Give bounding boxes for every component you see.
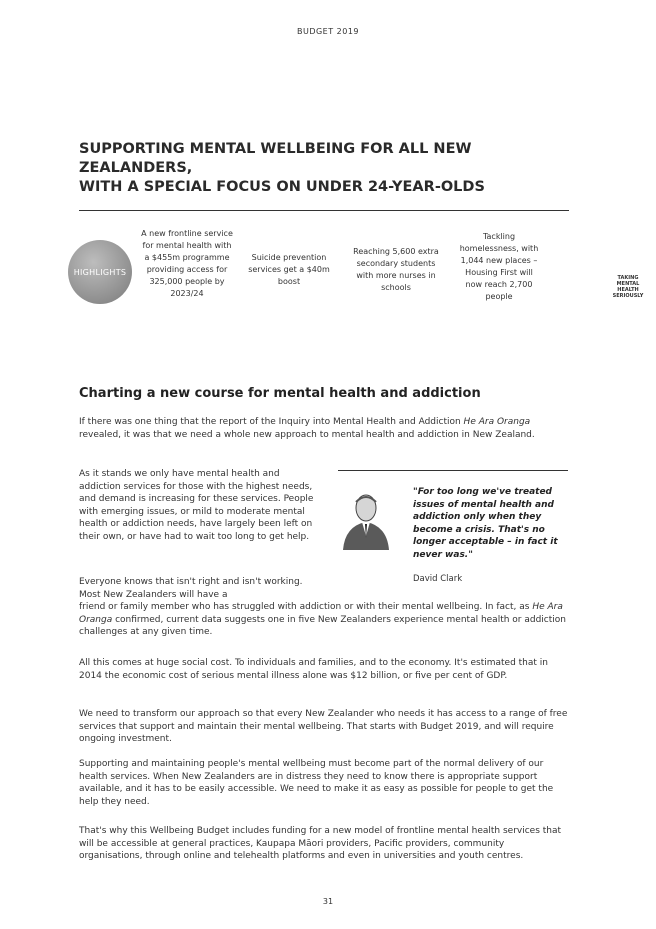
- side-tag-line: HEALTH: [617, 287, 639, 293]
- highlights-badge-label: HIGHLIGHTS: [73, 267, 127, 277]
- quote-divider: [338, 470, 568, 471]
- page-title-line-2: WITH A SPECIAL FOCUS ON UNDER 24-YEAR-OLDS: [79, 179, 485, 195]
- page-title-line-1: SUPPORTING MENTAL WELLBEING FOR ALL NEW ZEALANDERS,: [79, 141, 472, 176]
- paragraph: As it stands we only have mental health and addiction services for those with the highest needs, and demand is increasing for these services. People with emerging issues, or mild to moderate mental health or addiction needs, have largely been left on their own, or have had to wait too long to get help.: [79, 469, 314, 542]
- highlight-item: Tackling homelessness, with 1,044 new places – Housing First will now reach 2,700 people: [459, 232, 539, 301]
- paragraph: That's why this Wellbeing Budget includes funding for a new model of frontline mental health services that will be accessible at general practices, Kaupapa Māori providers, Pacific providers, community organisations, through online and telehealth platforms and even in universities and youth centres.: [79, 826, 562, 861]
- paragraph: Everyone knows that isn't right and isn't working. Most New Zealanders will have a: [79, 577, 303, 600]
- side-tag-line: MENTAL: [616, 281, 640, 287]
- highlights-badge: [68, 240, 132, 304]
- side-tag-line: TAKING: [617, 275, 639, 281]
- highlight-item: Reaching 5,600 extra secondary students with more nurses in schools: [353, 247, 439, 292]
- paragraph: friend or family member who has struggled with addiction or with their mental wellbeing. In fact, as He Ara Oranga confirmed, current data suggests one in five New Zealanders experience mental health or addiction challenges at any given time.: [79, 602, 566, 637]
- title-divider: [79, 210, 569, 211]
- section-heading: Charting a new course for mental health and addiction: [79, 386, 481, 401]
- paragraph: Supporting and maintaining people's mental wellbeing must become part of the normal delivery of our health services. When New Zealanders are in distress they need to know there is appropriate support available, and it has to be easily accessible. We need to make it as easy as possible for people to get the help they need.: [79, 759, 554, 807]
- highlight-item: A new frontline service for mental health with a $455m programme providing access for 325,000 people by 2023/24: [141, 229, 233, 298]
- page-title: [79, 140, 579, 197]
- page-number: 31: [322, 897, 334, 906]
- side-tag-line: SERIOUSLY: [612, 293, 644, 299]
- paragraph: We need to transform our approach so that every New Zealander who needs it has access to a range of free services that support and maintain their mental wellbeing. That starts with Budget 2019, and will require ongoing investment.: [79, 709, 568, 744]
- paragraph: If there was one thing that the report of the Inquiry into Mental Health and Addiction He Ara Oranga revealed, it was that we need a whole new approach to mental health and addiction in New Zealand.: [79, 417, 535, 440]
- running-header: BUDGET 2019: [296, 27, 360, 36]
- highlight-item: Suicide prevention services get a $40m boost: [248, 253, 330, 286]
- portrait-image: [341, 488, 391, 550]
- paragraph: All this comes at huge social cost. To individuals and families, and to the economy. It's estimated that in 2014 the economic cost of serious mental illness alone was $12 billion, or five per cent of GDP.: [79, 658, 548, 681]
- side-tag: [608, 275, 648, 299]
- pull-quote: "For too long we've treated issues of mental health and addiction only when they become a crisis. That's no longer acceptable – in fact it never was.": [413, 487, 558, 560]
- quote-author: David Clark: [413, 574, 463, 584]
